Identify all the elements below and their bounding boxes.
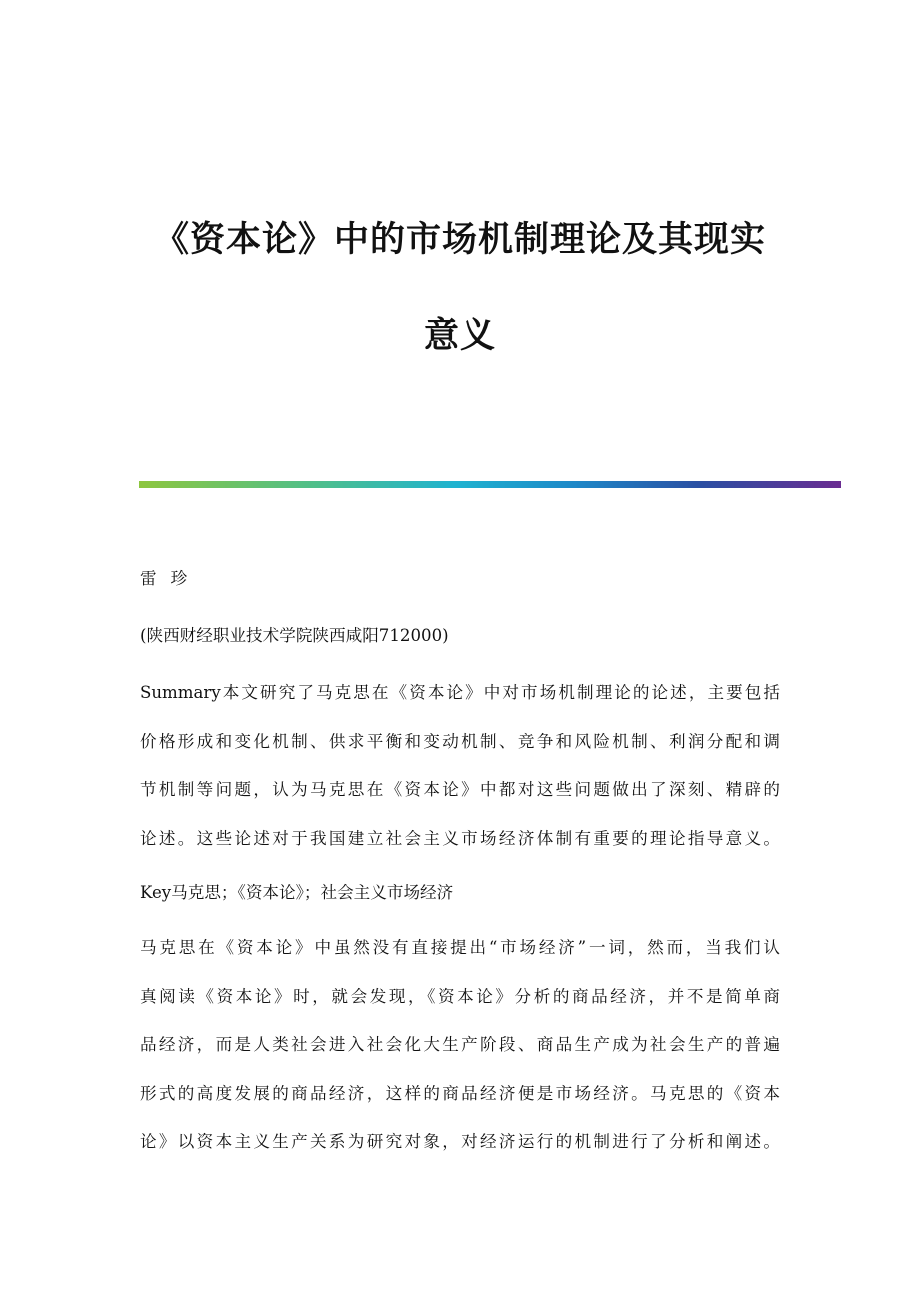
body-line: 形式的高度发展的商品经济，这样的商品经济便是市场经济。马克思的《资本 [140,1083,780,1103]
author-affiliation: (陕西财经职业技术学院陕西咸阳712000) [140,626,449,645]
summary-line: Summary本文研究了马克思在《资本论》中对市场机制理论的论述，主要包括 [140,683,780,702]
body-line: 真阅读《资本论》时，就会发现，《资本论》分析的商品经济，并不是简单商 [140,986,780,1006]
keywords-line: Key马克思；《资本论》；社会主义市场经济 [140,883,454,902]
body-paragraph [140,938,780,1181]
author-name: 雷珍 [140,569,202,588]
summary-line: 价格形成和变化机制、供求平衡和变动机制、竞争和风险机制、利润分配和调 [140,731,780,751]
summary-line: 节机制等问题，认为马克思在《资本论》中都对这些问题做出了深刻、精辟的 [140,780,780,799]
body-line: 品经济，而是人类社会进入社会化大生产阶段、商品生产成为社会生产的普遍 [140,1035,780,1054]
body-line: 论》以资本主义生产关系为研究对象，对经济运行的机制进行了分析和阐述。 [140,1132,780,1151]
body-line: 马克思在《资本论》中虽然没有直接提出“市场经济”一词，然而，当我们认 [140,938,780,957]
summary-line: 论述。这些论述对于我国建立社会主义市场经济体制有重要的理论指导意义。 [140,828,780,848]
document-title-line-1: 《资本论》中的市场机制理论及其现实 [153,220,766,260]
summary-paragraph [140,683,780,877]
gradient-divider [139,481,841,488]
document-title-line-2: 意义 [423,316,496,356]
